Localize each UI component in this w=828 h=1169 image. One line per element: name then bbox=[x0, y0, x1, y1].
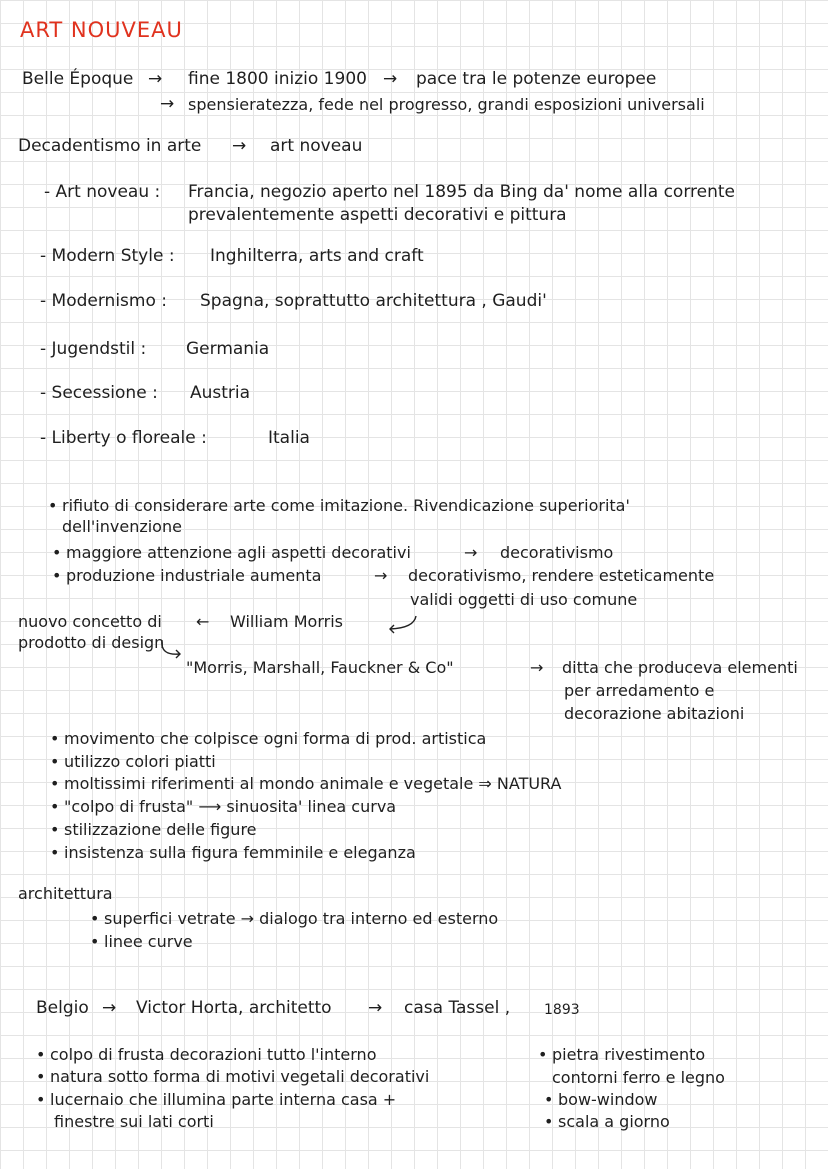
curved-arrow-icon bbox=[380, 612, 424, 636]
architettura-label: architettura bbox=[18, 884, 113, 903]
current-name: - Art noveau : bbox=[44, 182, 161, 202]
current-desc: Spagna, soprattutto architettura , Gaudi' bbox=[200, 291, 547, 311]
trait-item: • moltissimi riferimenti al mondo animale e vegetale ⇒ NATURA bbox=[64, 774, 561, 794]
current-name: - Modern Style : bbox=[40, 246, 175, 266]
morris-company: "Morris, Marshall, Fauckner & Co" bbox=[186, 658, 454, 677]
hooked-arrow-icon bbox=[156, 638, 186, 664]
belgio-year: 1893 bbox=[544, 1002, 580, 1018]
feature-result: decorativismo bbox=[500, 543, 614, 562]
belle-epoque-dates: fine 1800 inizio 1900 bbox=[188, 69, 367, 89]
belle-epoque-label: Belle Époque bbox=[22, 69, 134, 89]
feature-item-cont: dell'invenzione bbox=[62, 517, 182, 536]
belgio-item-cont: finestre sui lati corti bbox=[54, 1112, 214, 1131]
morris-concept: nuovo concetto di bbox=[18, 612, 162, 631]
arrow-right-icon: → bbox=[530, 658, 544, 677]
current-desc: Francia, negozio aperto nel 1895 da Bing da' nome alla corrente bbox=[188, 182, 735, 202]
current-desc: Italia bbox=[268, 428, 310, 448]
belgio-feature: • scala a giorno bbox=[558, 1112, 670, 1132]
current-name: - Secessione : bbox=[40, 383, 158, 403]
belle-epoque-peace: pace tra le potenze europee bbox=[416, 69, 657, 89]
morris-name: William Morris bbox=[230, 612, 343, 631]
belle-epoque-traits: spensieratezza, fede nel progresso, grandi esposizioni universali bbox=[188, 95, 705, 114]
belgio-building: casa Tassel , bbox=[404, 998, 511, 1018]
architettura-item: • linee curve bbox=[104, 932, 193, 952]
current-desc: Germania bbox=[186, 339, 270, 359]
trait-item: • "colpo di frusta" ⟶ sinuosita' linea curva bbox=[64, 797, 396, 817]
feature-result-cont: validi oggetti di uso comune bbox=[410, 590, 638, 609]
feature-item: • produzione industriale aumenta bbox=[66, 566, 321, 586]
current-name: - Liberty o floreale : bbox=[40, 428, 207, 448]
architettura-item: • superfici vetrate → dialogo tra interno ed esterno bbox=[104, 909, 498, 929]
feature-item: • maggiore attenzione agli aspetti decorativi bbox=[66, 543, 411, 563]
belgio-feature: • pietra rivestimento bbox=[552, 1045, 705, 1065]
arrow-right-icon: → bbox=[464, 543, 478, 562]
belgio-item: • natura sotto forma di motivi vegetali decorativi bbox=[50, 1067, 429, 1087]
arrow-left-icon: ← bbox=[196, 612, 210, 631]
belgio-architect: Victor Horta, architetto bbox=[136, 998, 332, 1018]
arrow-right-icon: → bbox=[232, 136, 247, 156]
arrow-right-icon: → bbox=[102, 998, 117, 1018]
trait-item: • insistenza sulla figura femminile e eleganza bbox=[64, 843, 416, 863]
morris-desc: ditta che produceva elementi bbox=[562, 658, 798, 677]
arrow-right-icon: → bbox=[374, 566, 388, 585]
morris-desc-cont: per arredamento e bbox=[564, 681, 715, 700]
morris-concept-cont: prodotto di design bbox=[18, 633, 165, 652]
feature-item: • rifiuto di considerare arte come imitazione. Rivendicazione superiorita' bbox=[62, 496, 630, 516]
current-desc: Inghilterra, arts and craft bbox=[210, 246, 424, 266]
feature-result: decorativismo, rendere esteticamente bbox=[408, 566, 715, 585]
trait-item: • movimento che colpisce ogni forma di prod. artistica bbox=[64, 729, 486, 749]
arrow-right-icon: → bbox=[368, 998, 383, 1018]
belgio-item: • colpo di frusta decorazioni tutto l'interno bbox=[50, 1045, 376, 1065]
arrow-right-icon: → bbox=[383, 69, 398, 89]
belgio-feature-cont: contorni ferro e legno bbox=[552, 1068, 725, 1087]
arrow-right-icon: → bbox=[160, 94, 175, 114]
current-name: - Jugendstil : bbox=[40, 339, 147, 359]
current-desc-cont: prevalentemente aspetti decorativi e pittura bbox=[188, 205, 567, 225]
trait-item: • stilizzazione delle figure bbox=[64, 820, 257, 840]
page-title: ART NOUVEAU bbox=[20, 18, 183, 42]
trait-item: • utilizzo colori piatti bbox=[64, 752, 216, 772]
arrow-right-icon: → bbox=[148, 69, 163, 89]
morris-desc-cont: decorazione abitazioni bbox=[564, 704, 745, 723]
decadentismo-value: art noveau bbox=[270, 136, 363, 156]
decadentismo-label: Decadentismo in arte bbox=[18, 136, 202, 156]
belgio-item: • lucernaio che illumina parte interna casa + bbox=[50, 1090, 396, 1110]
current-name: - Modernismo : bbox=[40, 291, 167, 311]
belgio-label: Belgio bbox=[36, 998, 89, 1018]
current-desc: Austria bbox=[190, 383, 251, 403]
belgio-feature: • bow-window bbox=[558, 1090, 658, 1110]
